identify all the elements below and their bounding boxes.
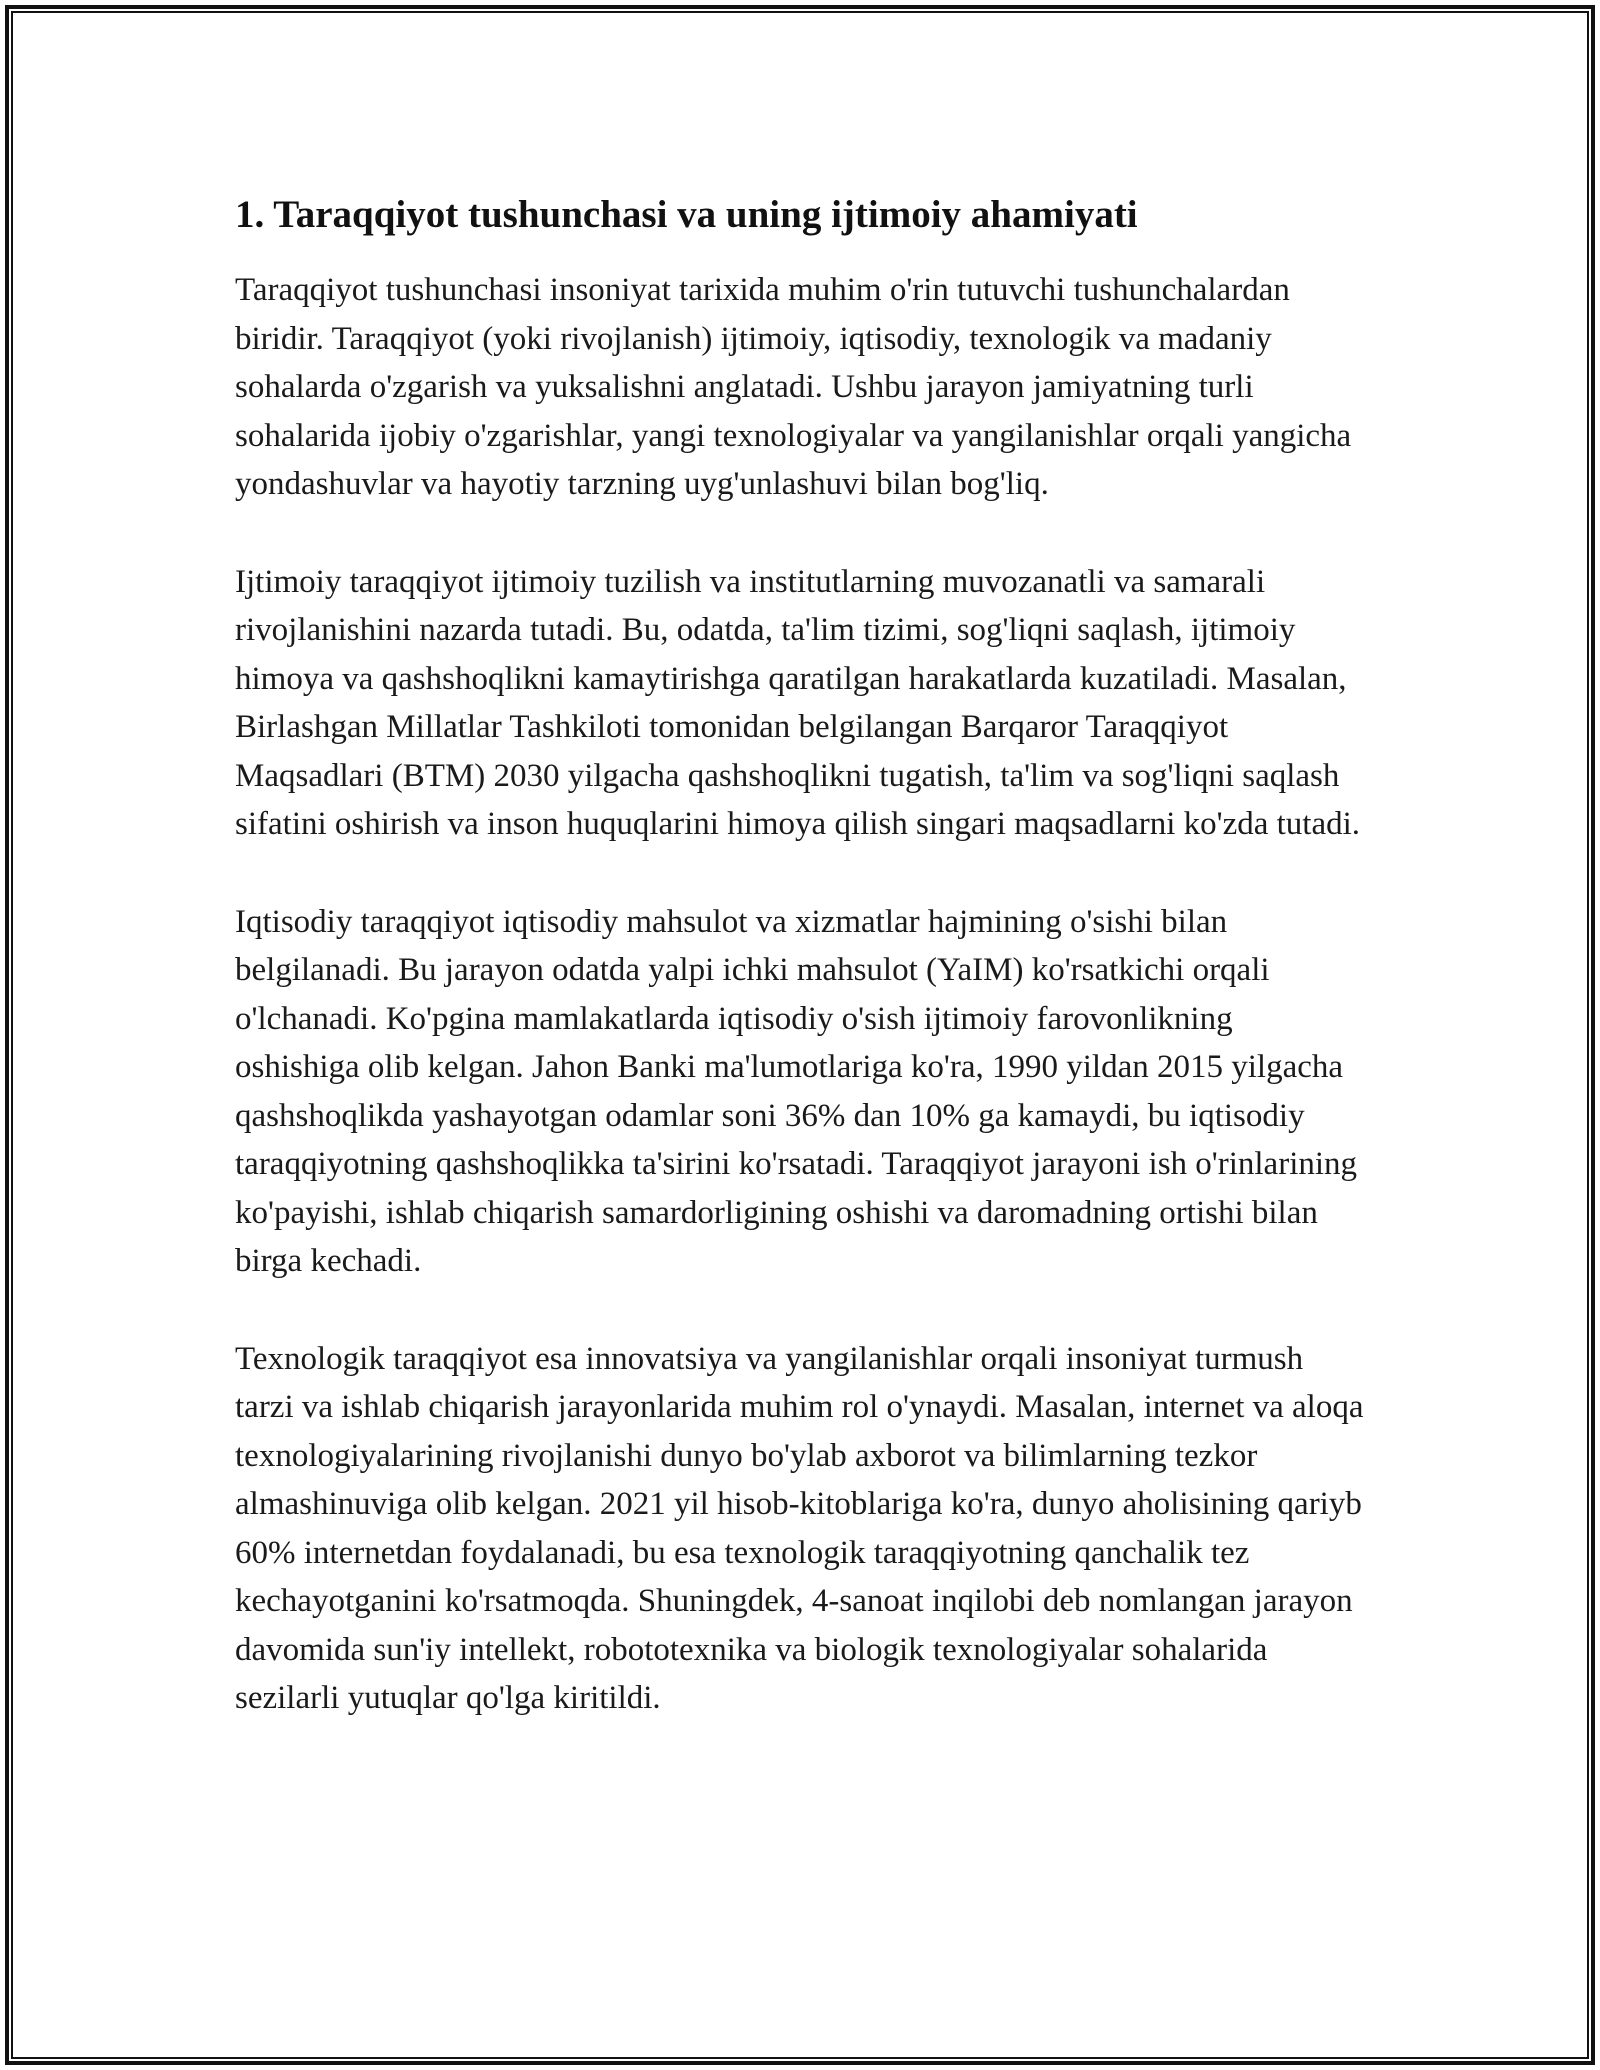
paragraph-economic-progress: Iqtisodiy taraqqiyot iqtisodiy mahsulot va xizmatlar hajmining o'sishi bilan belgilanadi. Bu jarayon odatda yalpi ichki mahsulot (YaIM) ko'rsatkichi orqali o'lchanadi. Ko'pgina mamlakatlarda iqtisodiy o'sish ijtimoiy farovonlikning oshishiga olib kelgan. Jahon Banki ma'lumotlariga ko'ra, 1990 yildan 2015 yilgacha qashshoqlikda yashayotgan odamlar soni 36% dan 10% ga kamaydi, bu iqtisodiy taraqqiyotning qashshoqlikka ta'sirini ko'rsatadi. Taraqqiyot jarayoni ish o'rinlarining ko'payishi, ishlab chiqarish samardorligining oshishi va daromadning ortishi bilan birga kechadi. — [235, 903, 1358, 1279]
paragraph-social-progress: Ijtimoiy taraqqiyot ijtimoiy tuzilish va institutlarning muvozanatli va samarali rivojlanishini nazarda tutadi. Bu, odatda, ta'lim tizimi, sog'liqni saqlash, ijtimoiy himoya va qashshoqlikni kamaytirishga qaratilgan harakatlarda kuzatiladi. Masalan, Birlashgan Millatlar Tashkiloti tomonidan belgilangan Barqaror Taraqqiyot Maqsadlari (BTM) 2030 yilgacha qashshoqlikni tugatish, ta'lim va sog'liqni saqlash sifatini oshirish va inson huquqlarini himoya qilish singari maqsadlarni ko'zda tutadi. — [235, 563, 1361, 842]
paragraph-technological-progress: Texnologik taraqqiyot esa innovatsiya va yangilanishlar orqali insoniyat turmush tarzi va ishlab chiqarish jarayonlarida muhim rol o'ynaydi. Masalan, internet va aloqa texnologiyalarining rivojlanishi dunyo bo'ylab axborot va bilimlarning tezkor almashinuviga olib kelgan. 2021 yil hisob-kitoblariga ko'ra, dunyo aholisining qariyb 60% internetdan foydalanadi, bu esa texnologik taraqqiyotning qanchalik tez kechayotganini ko'rsatmoqda. Shuningdek, 4-sanoat inqilobi deb nomlangan jarayon davomida sun'iy intellekt, robototexnika va biologik texnologiyalar sohalarida sezilarli yutuqlar qo'lga kiritildi. — [235, 1340, 1364, 1716]
section-title: 1. Taraqqiyot tushunchasi va uning ijtimoiy ahamiyati — [235, 193, 1138, 236]
paragraph-social-concept: Taraqqiyot tushunchasi insoniyat tarixida muhim o'rin tutuvchi tushunchalardan biridir. Taraqqiyot (yoki rivojlanish) ijtimoiy, iqtisodiy, texnologik va madaniy sohalarda o'zgarish va yuksalishni anglatadi. Ushbu jarayon jamiyatning turli sohalarida ijobiy o'zgarishlar, yangi texnologiyalar va yangilanishlar orqali yangicha yondashuvlar va hayotiy tarzning uyg'unlashuvi bilan bog'liq. — [235, 272, 1352, 502]
document-content — [235, 186, 1365, 1772]
